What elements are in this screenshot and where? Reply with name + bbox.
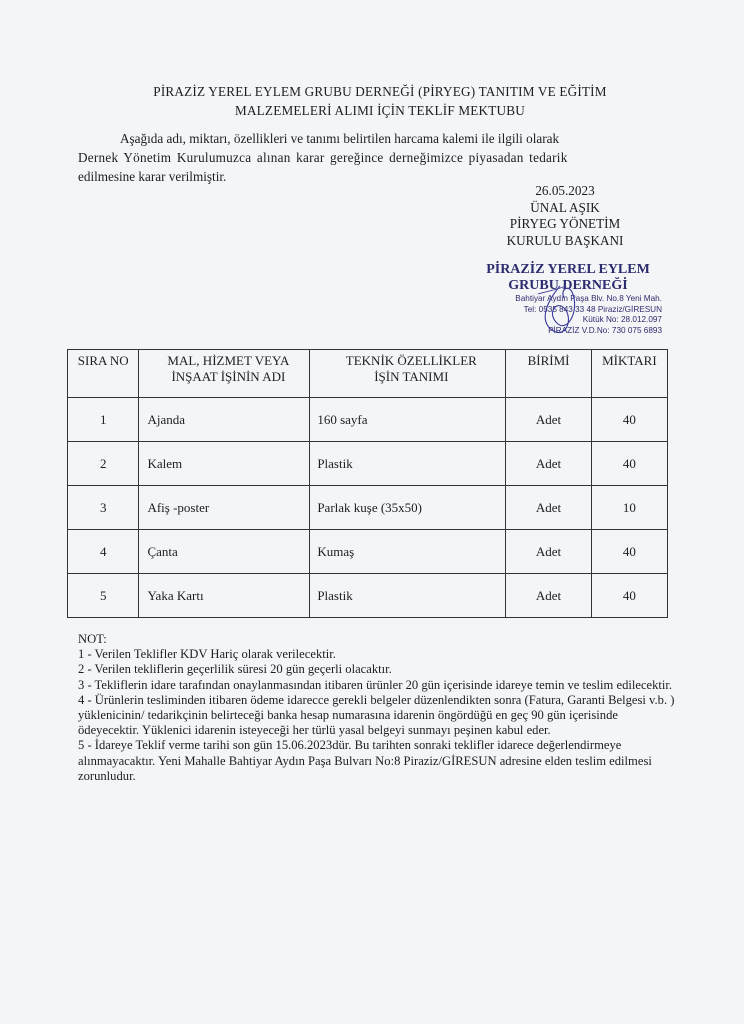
note-2: 2 - Verilen tekliflerin geçerlilik süresi 20 gün geçerli olacaktır. — [78, 662, 392, 677]
title-line-2: MALZEMELERİ ALIMI İÇİN TEKLİF MEKTUBU — [235, 103, 525, 118]
note-4: 4 - Ürünlerin tesliminden itibaren ödeme idarecce gerekli belgeler düzenlendikten sonra (Fatura, Garanti Belgesi v.b. ) yüklenicinin/ tedarikçinin belirteceği banka hesap numarasına idarenin öngördüğü en geç 90 gün içerisinde ödeyecektir. Yüklenici idarenin isteyeceği her türlü yasal belgeyi sunmayı peşinen kabul eder. — [78, 692, 675, 738]
row-spec: Kumaş — [310, 530, 506, 574]
table-row — [68, 398, 668, 442]
row-unit: Adet — [506, 530, 591, 574]
title-line-1: PİRAZİZ YEREL EYLEM GRUBU DERNEĞİ (PİRYEG) TANITIM VE EĞİTİM — [153, 84, 607, 99]
signature-date: 26.05.2023 — [535, 183, 595, 198]
header-spec-line-2: İŞİN TANIMI — [374, 369, 449, 384]
stamp-kutuk: Kütük No: 28.012.097 — [582, 315, 662, 324]
row-quantity: 40 — [591, 442, 667, 486]
row-quantity: 40 — [591, 398, 667, 442]
document-title — [90, 82, 670, 120]
row-name: Afiş -poster — [139, 486, 310, 530]
stamp-tax-office: PİRAZİZ V.D.No: 730 075 6893 — [548, 325, 662, 335]
intro-line-1: Aşağıda adı, miktarı, özellikleri ve tanımı belirtilen harcama kalemi ile ilgili olarak — [120, 131, 560, 146]
note-1: 1 - Verilen Teklifler KDV Hariç olarak verilecektir. — [78, 647, 336, 662]
row-quantity: 40 — [591, 530, 667, 574]
header-item-name-line-1: MAL, HİZMET VEYA — [167, 353, 290, 368]
row-name: Ajanda — [139, 398, 310, 442]
association-stamp — [468, 262, 668, 342]
row-quantity: 10 — [591, 486, 667, 530]
table-row — [68, 574, 668, 618]
table-row — [68, 486, 668, 530]
row-name: Çanta — [139, 530, 310, 574]
row-unit: Adet — [506, 442, 591, 486]
stamp-org-line-2: GRUBU DERNEĞİ — [508, 278, 628, 293]
row-unit: Adet — [506, 398, 591, 442]
table-header-row — [68, 350, 668, 398]
intro-paragraph — [78, 129, 668, 186]
row-unit: Adet — [506, 574, 591, 618]
signer-name: ÜNAL AŞIK — [530, 199, 600, 215]
header-quantity: MİKTARI — [591, 350, 667, 398]
header-unit: BİRİMİ — [506, 350, 591, 398]
row-spec: Parlak kuşe (35x50) — [310, 486, 506, 530]
table-row — [68, 442, 668, 486]
row-name: Kalem — [139, 442, 310, 486]
row-name: Yaka Kartı — [139, 574, 310, 618]
intro-line-2: Dernek Yönetim Kurulumuzca alınan karar gereğince derneğimizce piyasadan tedarik — [78, 150, 568, 165]
row-spec: 160 sayfa — [310, 398, 506, 442]
row-spec: Plastik — [310, 574, 506, 618]
header-sira-no: SIRA NO — [68, 350, 139, 398]
row-no: 4 — [68, 530, 139, 574]
signature-mark — [508, 280, 598, 345]
note-5: 5 - İdareye Teklif verme tarihi son gün 15.06.2023dür. Bu tarihten sonraki teklifler idarece değerlendirmeye alınmayacaktır. Yeni Mahalle Bahtiyar Aydın Paşa Bulvarı No:8 Piraziz/GİRESUN adresine elden teslim edilmesi zorunludur. — [78, 738, 652, 783]
note-3: 3 - Tekliflerin idare tarafından onaylanmasından itibaren ürünler 20 gün içerisinde idareye temin ve teslim edilecektir. — [78, 677, 673, 692]
header-item-name — [139, 350, 310, 398]
signer-title-line-2: KURULU BAŞKANI — [506, 232, 624, 248]
header-spec-line-1: TEKNİK ÖZELLİKLER — [345, 353, 477, 368]
row-quantity: 40 — [591, 574, 667, 618]
row-no: 1 — [68, 398, 139, 442]
stamp-org-line-1: PİRAZİZ YEREL EYLEM — [486, 262, 650, 277]
notes-section — [78, 632, 678, 784]
row-no: 2 — [68, 442, 139, 486]
row-spec: Plastik — [310, 442, 506, 486]
row-unit: Adet — [506, 486, 591, 530]
row-no: 3 — [68, 486, 139, 530]
signer-title-line-1: PİRYEG YÖNETİM — [509, 216, 621, 231]
stamp-phone: Tel: 0535 843 33 48 Piraziz/GİRESUN — [523, 304, 662, 314]
header-item-name-line-2: İNŞAAT İŞİNİN ADI — [171, 369, 286, 384]
stamp-address: Bahtiyar Aydın Paşa Blv. No.8 Yeni Mah. — [515, 294, 662, 303]
row-no: 5 — [68, 574, 139, 618]
items-table — [67, 349, 668, 618]
table-row — [68, 530, 668, 574]
intro-line-3: edilmesine karar verilmiştir. — [78, 169, 227, 184]
notes-heading: NOT: — [78, 632, 107, 646]
header-spec — [310, 350, 506, 398]
signer-block — [480, 183, 650, 249]
